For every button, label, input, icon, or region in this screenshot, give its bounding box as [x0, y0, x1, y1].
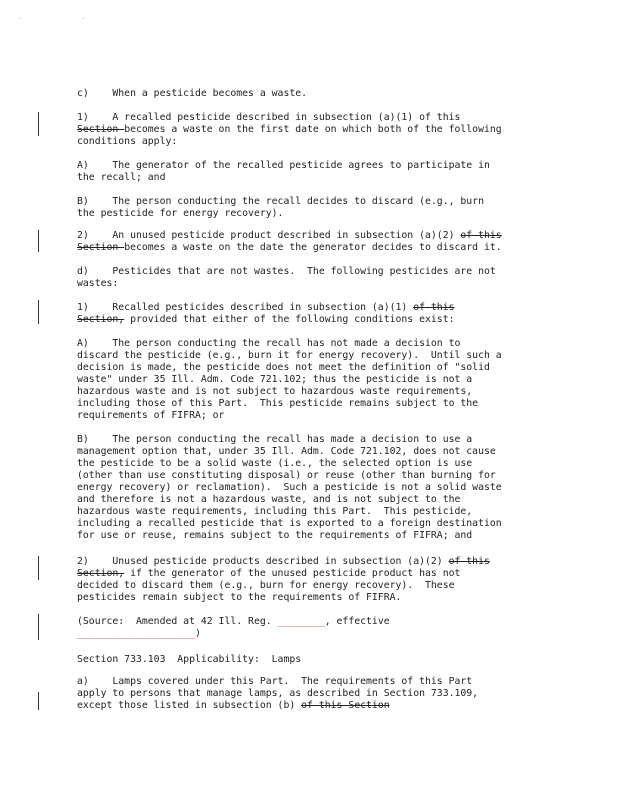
- blank-field: ________: [277, 616, 325, 627]
- change-bar: [38, 556, 39, 580]
- subsection-dB-line: management option that, under 35 Ill. Adm. Code 721.102, does not cause: [77, 446, 496, 457]
- subsection-c2-line: 2) An unused pesticide product described in subsection (a)(2) of this: [77, 230, 502, 241]
- subsection-dA-line: decision is made, the pesticide does not meet the definition of "solid: [77, 362, 490, 373]
- struck-text: Section,: [77, 568, 125, 579]
- struck-text: of this Section: [301, 700, 390, 711]
- subsection-dA-line: hazardous waste and is not subject to hazardous waste requirements,: [77, 386, 473, 397]
- subsection-cB-line: the pesticide for energy recovery).: [77, 208, 284, 219]
- subsection-dB-line: the pesticide to be a solid waste (i.e., the selected option is use: [77, 458, 473, 469]
- subsection-dB-line: energy recovery) or reclamation). Such a pesticide is not a solid waste: [77, 482, 502, 493]
- subsection-c-heading: c) When a pesticide becomes a waste.: [77, 88, 308, 99]
- subsection-cB-line: B) The person conducting the recall decides to discard (e.g., burn: [77, 196, 484, 207]
- subsection-d2-line: pesticides remain subject to the requirements of FIFRA.: [77, 592, 402, 603]
- subsection-dB-line: B) The person conducting the recall has made a decision to use a: [77, 434, 473, 445]
- subsection-dA-line: waste" under 35 Ill. Adm. Code 721.102; thus the pesticide is not a: [77, 374, 473, 385]
- subsection-dB-line: (other than use constituting disposal) or reuse (other than burning for: [77, 470, 496, 481]
- change-bar: [38, 692, 39, 710]
- subsection-dB-line: hazardous waste requirements, including this Part. This pesticide,: [77, 506, 473, 517]
- subsection-cA-line: A) The generator of the recalled pesticide agrees to participate in: [77, 160, 490, 171]
- struck-text: Section,: [77, 314, 125, 325]
- blank-field: ____________________: [77, 628, 195, 639]
- scan-specks: . .: [18, 14, 113, 21]
- subsection-cA-line: the recall; and: [77, 172, 166, 183]
- subsection-d-heading: wastes:: [77, 278, 119, 289]
- change-bar: [38, 112, 39, 136]
- subsection-c1-line: Section becomes a waste on the first date on which both of the following: [77, 124, 502, 135]
- change-bar: [38, 614, 39, 640]
- subsection-c2-line: Section becomes a waste on the date the generator decides to discard it.: [77, 242, 502, 253]
- section-a-line: except those listed in subsection (b) of this Section: [77, 700, 390, 711]
- struck-text: Section: [77, 124, 125, 135]
- subsection-c1-line: conditions apply:: [77, 136, 178, 147]
- subsection-dB-line: including a recalled pesticide that is exported to a foreign destination: [77, 518, 502, 529]
- subsection-d1-line: Section, provided that either of the following conditions exist:: [77, 314, 455, 325]
- change-bar: [38, 230, 39, 252]
- section-a-line: apply to persons that manage lamps, as described in Section 733.109,: [77, 688, 479, 699]
- subsection-dA-line: including those of this Part. This pesticide remains subject to the: [77, 398, 479, 409]
- subsection-dA-line: requirements of FIFRA; or: [77, 410, 225, 421]
- subsection-d-heading: d) Pesticides that are not wastes. The following pesticides are not: [77, 266, 496, 277]
- subsection-d2-line: Section, if the generator of the unused pesticide product has not: [77, 568, 461, 579]
- source-note: (Source: Amended at 42 Ill. Reg. ________, effective: [77, 616, 390, 627]
- subsection-d2-line: decided to discard them (e.g., burn for energy recovery). These: [77, 580, 455, 591]
- subsection-d1-line: 1) Recalled pesticides described in subsection (a)(1) of this: [77, 302, 455, 313]
- subsection-dB-line: and therefore is not a hazardous waste, and is not subject to the: [77, 494, 461, 505]
- subsection-dB-line: for use or reuse, remains subject to the requirements of FIFRA; and: [77, 530, 473, 541]
- subsection-dA-line: A) The person conducting the recall has not made a decision to: [77, 338, 461, 349]
- section-a-line: a) Lamps covered under this Part. The requirements of this Part: [77, 676, 473, 687]
- subsection-dA-line: discard the pesticide (e.g., burn it for energy recovery). Until such a: [77, 350, 502, 361]
- subsection-d2-line: 2) Unused pesticide products described in subsection (a)(2) of this: [77, 556, 490, 567]
- struck-text: Section: [77, 242, 125, 253]
- subsection-c1-line: 1) A recalled pesticide described in subsection (a)(1) of this: [77, 112, 461, 123]
- section-heading: Section 733.103 Applicability: Lamps: [77, 654, 302, 665]
- source-note: ____________________): [77, 628, 201, 639]
- change-bar: [38, 300, 39, 324]
- struck-text: of this: [413, 302, 455, 313]
- struck-text: of this: [460, 230, 502, 241]
- struck-text: of this: [448, 556, 490, 567]
